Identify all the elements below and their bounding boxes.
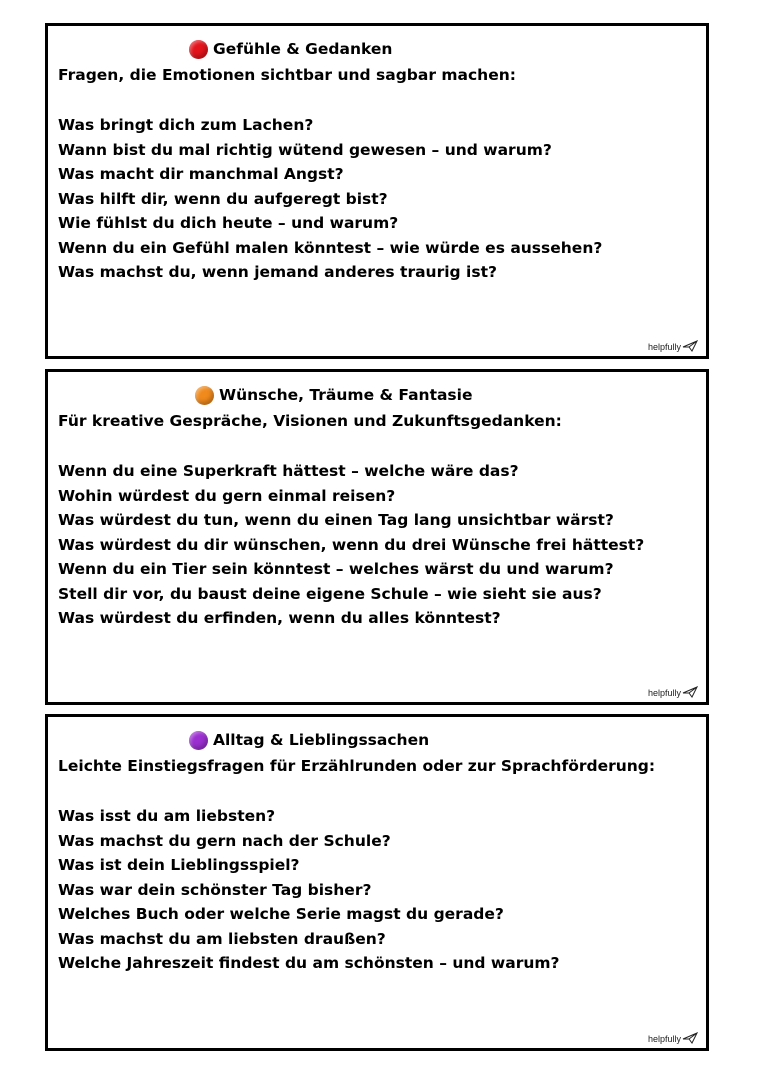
question-card-everyday xyxy=(45,714,709,1051)
question-item: Wenn du eine Superkraft hättest – welche wäre das? xyxy=(58,462,519,480)
helpfully-logo xyxy=(648,1032,698,1044)
purple-circle-icon xyxy=(189,731,208,750)
question-item: Wenn du ein Tier sein könntest – welches wärst du und warum? xyxy=(58,560,614,578)
question-item: Was war dein schönster Tag bisher? xyxy=(58,880,372,899)
question-item: Was macht dir manchmal Angst? xyxy=(58,165,344,183)
question-item: Was würdest du tun, wenn du einen Tag lang unsichtbar wärst? xyxy=(58,511,614,529)
question-list xyxy=(58,459,644,631)
helpfully-logo xyxy=(648,340,698,352)
paper-plane-icon xyxy=(682,340,698,352)
question-item: Was ist dein Lieblingsspiel? xyxy=(58,856,300,874)
question-list xyxy=(58,804,560,976)
logo-text: helpfully xyxy=(647,1034,681,1044)
question-item: Wenn du ein Gefühl malen könntest – wie würde es aussehen? xyxy=(58,238,603,257)
question-item: Was würdest du dir wünschen, wenn du drei Wünsche frei hättest? xyxy=(58,535,645,554)
card-subtitle: Für kreative Gespräche, Visionen und Zukunftsgedanken: xyxy=(58,412,562,430)
card-title-text: Alltag & Lieblingssachen xyxy=(213,731,430,749)
question-item: Was isst du am liebsten? xyxy=(58,807,276,825)
logo-text: helpfully xyxy=(647,688,681,698)
question-item: Was machst du am liebsten draußen? xyxy=(58,929,386,948)
red-circle-icon xyxy=(189,40,208,59)
paper-plane-icon xyxy=(682,1032,698,1044)
question-card-feelings xyxy=(45,23,709,359)
orange-circle-icon xyxy=(195,386,214,405)
question-item: Welche Jahreszeit findest du am schönsten – und warum? xyxy=(58,954,560,972)
question-item: Stell dir vor, du baust deine eigene Schule – wie sieht sie aus? xyxy=(58,584,602,603)
card-title xyxy=(195,384,473,406)
card-title-text: Wünsche, Träume & Fantasie xyxy=(219,386,473,404)
card-subtitle: Leichte Einstiegsfragen für Erzählrunden oder zur Sprachförderung: xyxy=(58,757,656,775)
question-item: Was machst du, wenn jemand anderes traurig ist? xyxy=(58,263,497,281)
helpfully-logo xyxy=(648,686,698,698)
question-item: Was würdest du erfinden, wenn du alles könntest? xyxy=(58,609,501,627)
logo-text: helpfully xyxy=(647,342,681,352)
question-item: Wann bist du mal richtig wütend gewesen – und warum? xyxy=(58,140,552,159)
card-subtitle: Fragen, die Emotionen sichtbar und sagbar machen: xyxy=(58,66,516,84)
question-item: Was hilft dir, wenn du aufgeregt bist? xyxy=(58,189,388,208)
card-title-text: Gefühle & Gedanken xyxy=(213,40,393,58)
paper-plane-icon xyxy=(682,686,698,698)
question-item: Wohin würdest du gern einmal reisen? xyxy=(58,486,396,505)
question-item: Was machst du gern nach der Schule? xyxy=(58,831,391,850)
question-item: Welches Buch oder welche Serie magst du gerade? xyxy=(58,905,504,923)
question-list xyxy=(58,113,602,285)
question-item: Was bringt dich zum Lachen? xyxy=(58,116,314,134)
question-item: Wie fühlst du dich heute – und warum? xyxy=(58,214,399,232)
question-card-wishes xyxy=(45,369,709,705)
card-title xyxy=(189,729,429,751)
card-title xyxy=(189,38,392,60)
